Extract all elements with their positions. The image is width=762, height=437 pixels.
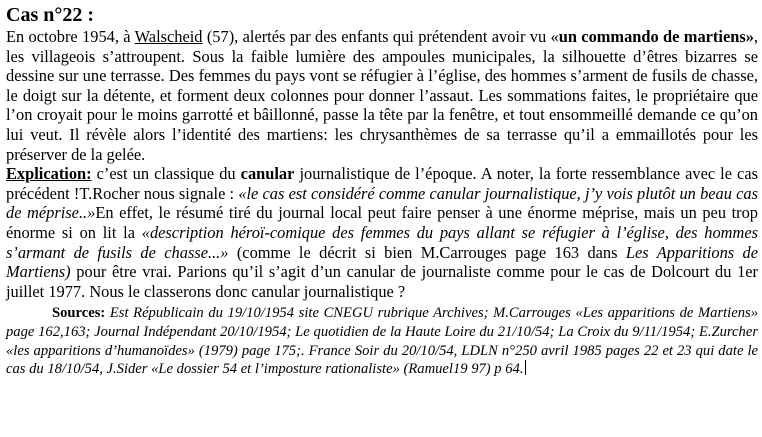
commando-phrase: un commando de martiens» [558,27,754,46]
rocher-quote: «le cas est considéré comme canular journalistique, j’y vois plutôt un beau cas de méprise..» [6,183,758,223]
canular-word: canular [240,164,295,184]
document-page [6,4,758,379]
explanation-text-3: En effet, le résumé tiré du journal local peut faire penser à une énorme méprise, mais un peu trop énorme si on lit la [6,203,758,242]
explanation-text-2: journalistique de l’époque. A noter, la forte ressemblance avec le cas précédent !T.Rocher nous signale : [6,164,758,203]
sources-label: Sources: [52,305,106,322]
sources-paragraph [6,304,758,378]
book-title: Les Apparitions de Martiens) [6,242,759,282]
explanation-label: Explication: [6,164,92,184]
heroic-comic-quote: «description héroï-comique des femmes du pays allant se réfugier à l’église, des hommes s’armant de fusils de chasse...» [6,222,758,262]
text-cursor [525,360,526,375]
sources-text: Est Républicain du 19/10/1954 site CNEGU rubrique Archives; M.Carrouges «Les apparitions de Martiens» page 162,163; Journal Indépendant 20/10/1954; Le quotidien de la Haute Loire du 21/10/54; La Croix du 9/11/1954; E.Zurcher «les apparitions d’humanoïdes» (1979) page 175;. France Soir du 20/10/54, LDLN n°250 avril 1985 pages 22 et 23 qui date le cas du 18/10/54, J.Sider «Le dossier 54 et l’imposture rationaliste» (Ramuel19 97) p 64. [6,305,758,378]
case-title: Cas n°22 : [6,4,95,26]
explanation-text-1: c’est un classique du [91,164,241,184]
story-text-2: (57), alertés par des enfants qui prétendent avoir vu « [202,27,559,46]
explanation-text-4: (comme le décrit si bien M.Carrouges page 163 dans [228,242,626,262]
story-text-3: , les villageois s’attroupent. Sous la faible lumière des ampoules municipales, la silhouette d’êtres bizarres se dessine sur une terrasse. Des femmes du pays vont se réfugier à l’église, des hommes s’arment de fusils de chasse, le doigt sur la détente, et forment deux colonnes pour donner l’assaut. Les sommations faites, le propriétaire que l’on croyait pour le moins garrotté et bâillonné, passe la tête par la fenêtre, et tout ensommeillé demande ce qu’on lui veut. Il révèle alors l’identité des martiens: les chrysanthèmes de sa terrasse qu’il a emmaillotés pour les préserver de la gelée. [6,27,759,164]
story-paragraph [6,27,758,164]
place-name: Walscheid [134,27,203,46]
explanation-paragraph [6,164,758,301]
story-text-1: En octobre 1954, à [6,27,135,46]
explanation-text-5: pour être vrai. Parions qu’il s’agit d’un canular de journaliste comme pour le cas de Dolcourt du 1er juillet 1977. Nous le classerons donc canular journalistique ? [6,262,758,301]
